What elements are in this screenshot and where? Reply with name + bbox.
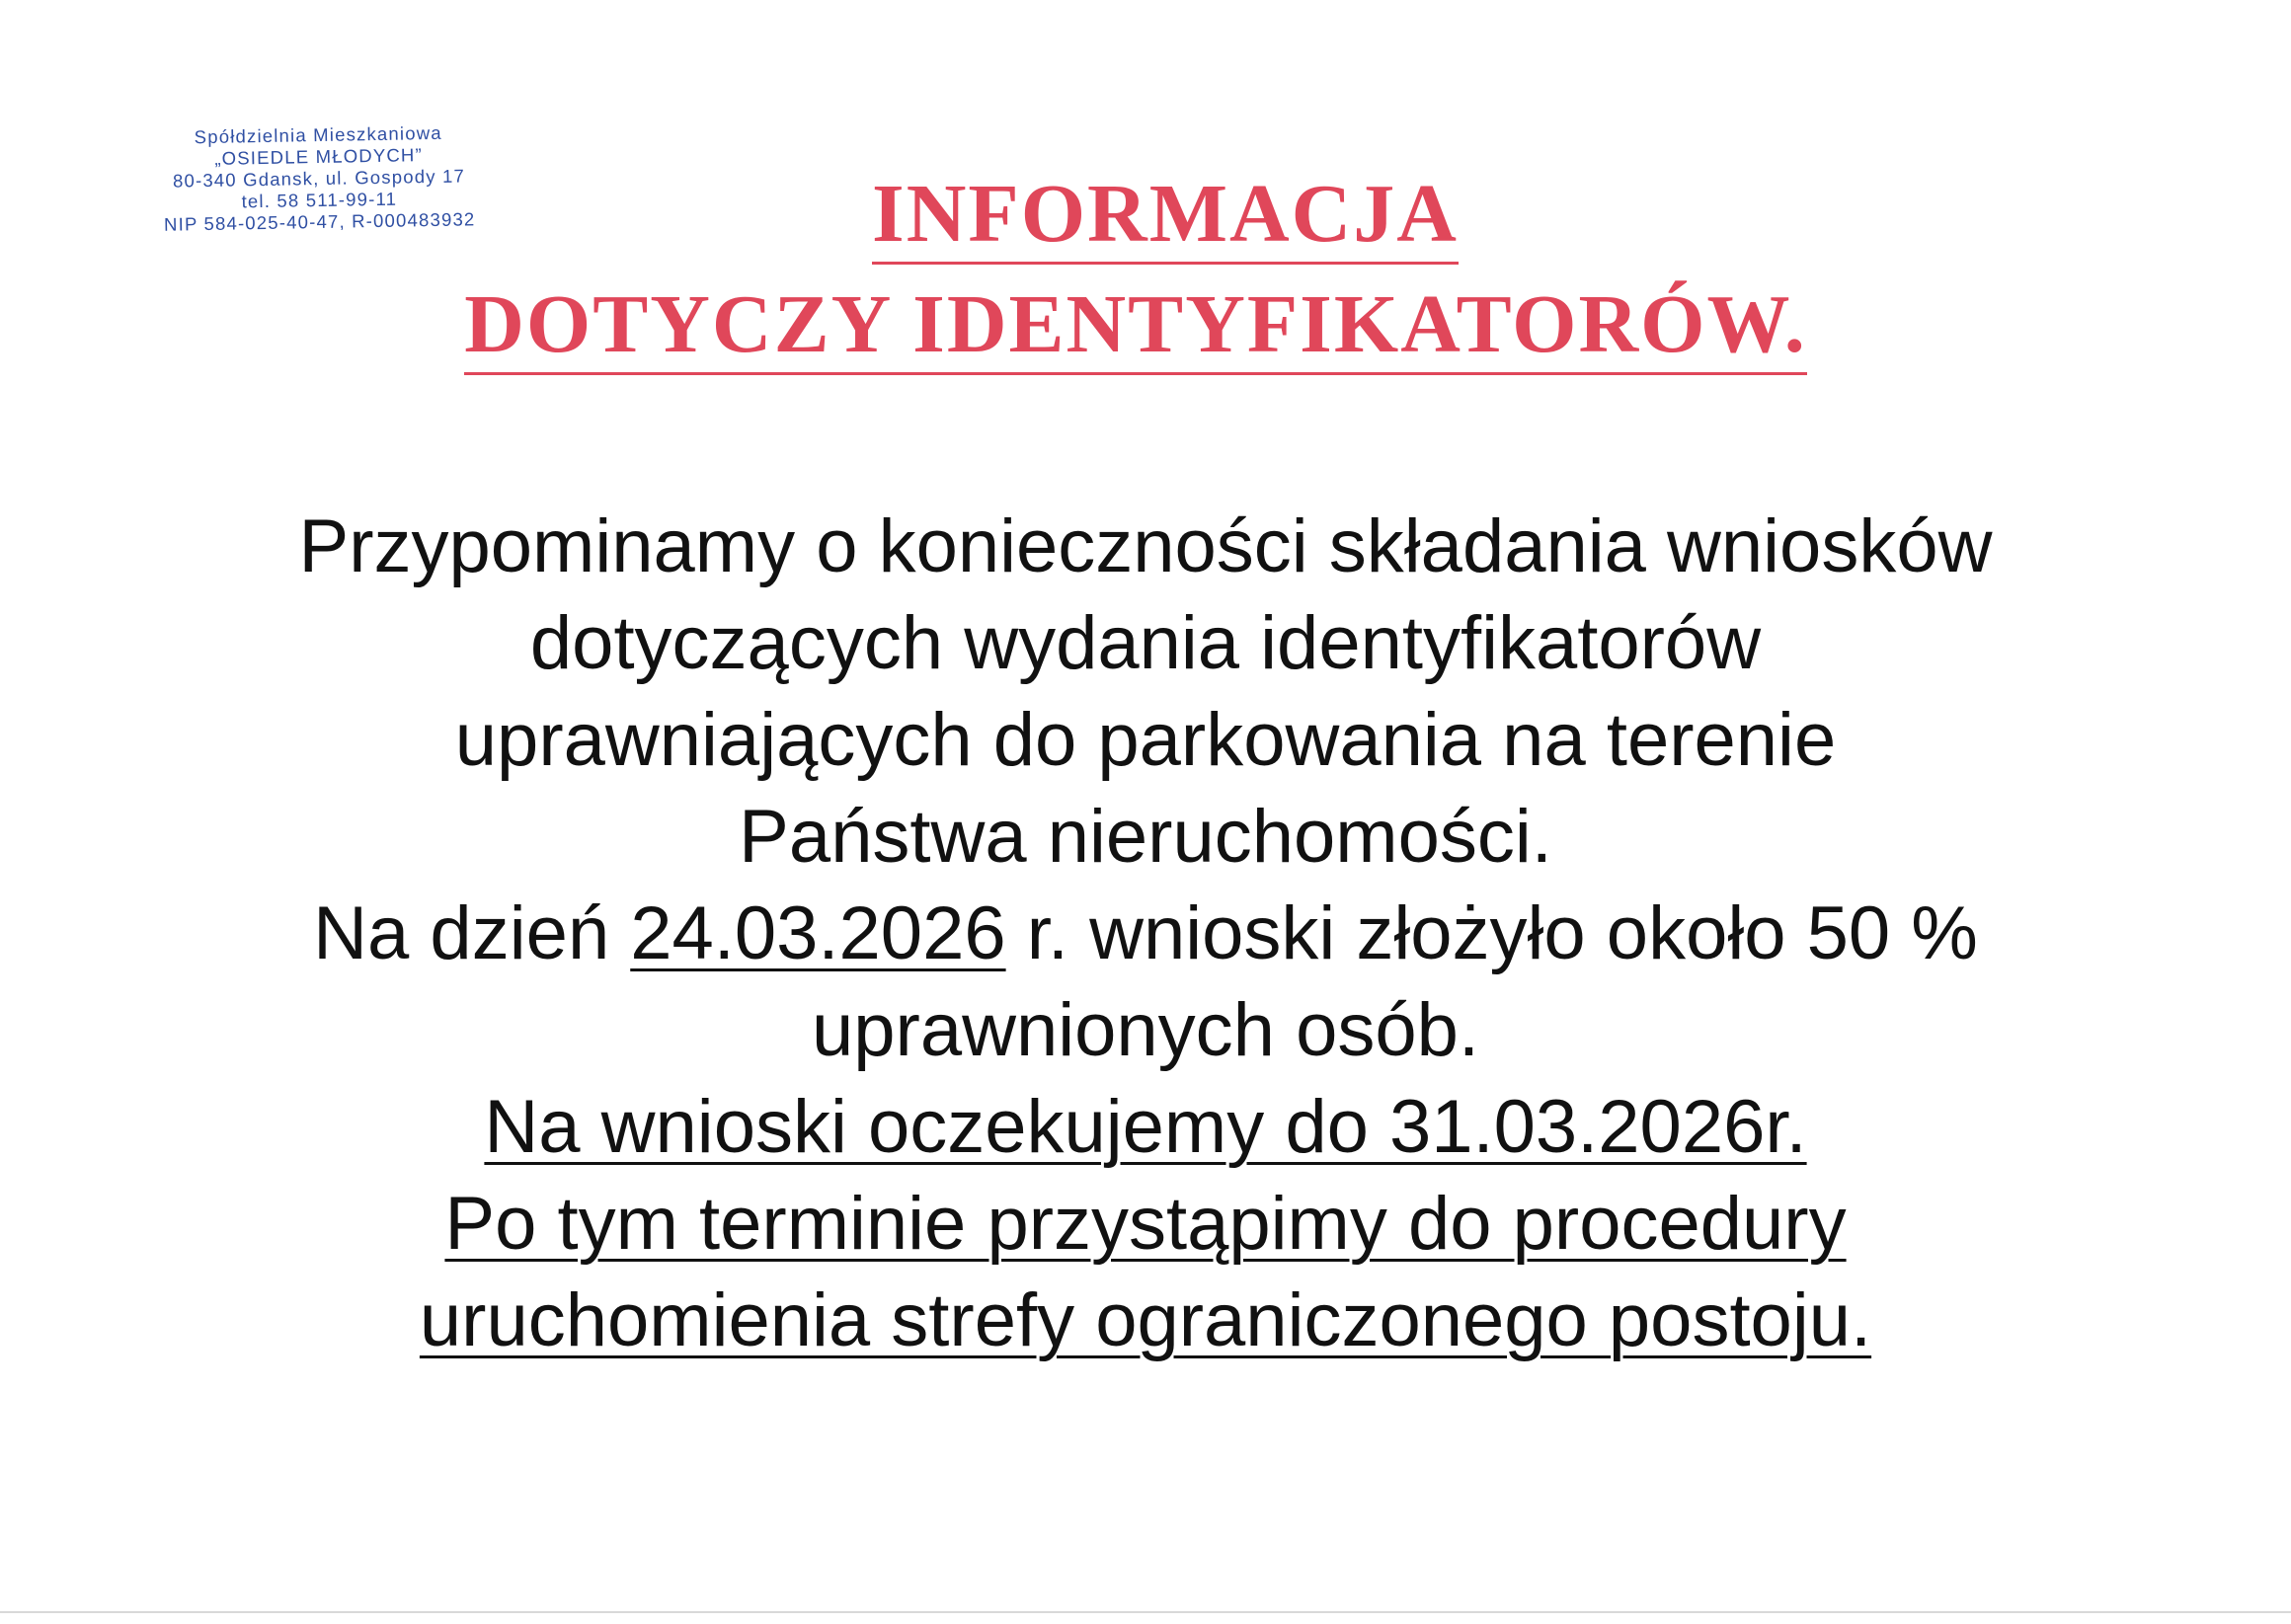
stamp-line-address: 80-340 Gdansk, ul. Gospody 17	[172, 165, 466, 192]
body-line: dotyczących wydania identyfikatorów	[529, 601, 1762, 685]
heading-subtitle	[0, 276, 2281, 372]
stamp-line-nip: NIP 584-025-40-47, R-000483932	[163, 208, 476, 235]
heading-line-2: DOTYCZY IDENTYFIKATORÓW.	[464, 278, 1807, 375]
body-line: uprawnionych osób.	[812, 988, 1479, 1072]
body-line: Państwa nieruchomości.	[739, 795, 1552, 879]
status-line	[0, 886, 2291, 982]
status-prefix: Na dzień	[313, 891, 631, 975]
status-date: 24.03.2026	[630, 891, 1006, 975]
body-line: Przypominamy o konieczności składania wniosków	[298, 504, 1993, 588]
heading-title	[20, 166, 2291, 262]
stamp-line-phone: tel. 58 511-99-11	[241, 188, 398, 212]
status-suffix: r. wnioski złożyło około 50 %	[1005, 891, 1978, 975]
heading-line-1: INFORMACJA	[872, 168, 1459, 265]
body-line: uprawniających do parkowania na terenie	[454, 698, 1837, 782]
procedure-line: Po tym terminie przystąpimy do procedury	[444, 1182, 1847, 1266]
stamp-line-name: Spółdzielnia Mieszkaniowa	[194, 121, 442, 148]
scan-edge-divider	[0, 1611, 2291, 1613]
procedure-line: uruchomienia strefy ograniczonego postoju.	[419, 1278, 1872, 1362]
deadline-line: Na wnioski oczekujemy do 31.03.2026r.	[484, 1085, 1807, 1169]
stamp-line-estate: „OSIEDLE MŁODYCH”	[214, 144, 424, 169]
notice-body	[0, 499, 2291, 1369]
